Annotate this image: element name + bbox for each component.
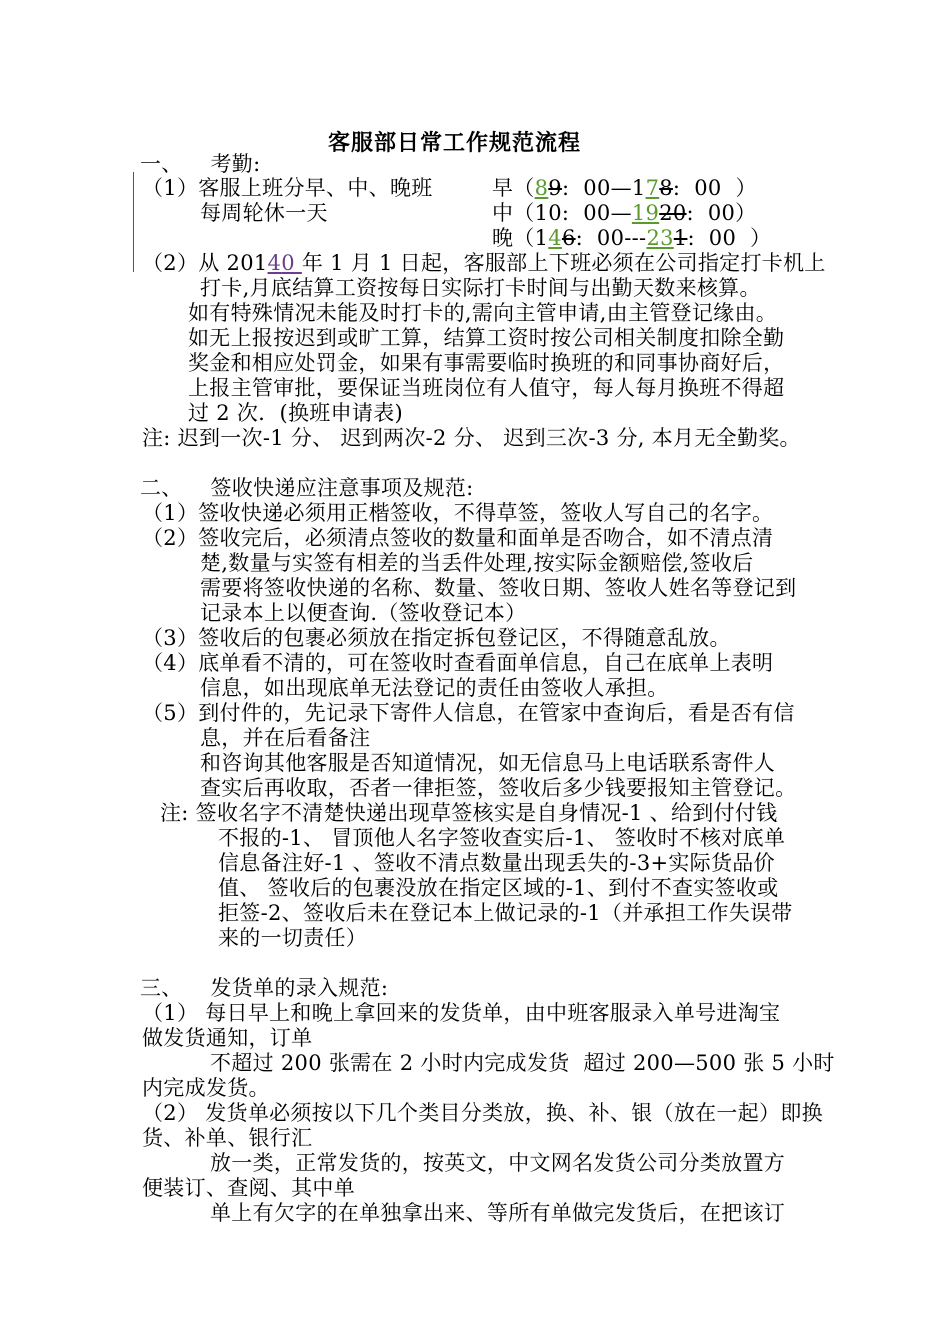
section1-item1-label: （1）客服上班分早、中、晚班 (142, 176, 433, 200)
section3-line: 单上有欠字的在单独拿出来、等所有单做完发货后，在把该订 (210, 1201, 786, 1225)
section3-line: 不超过 200 张需在 2 小时内完成发货 超过 200—500 张 5 小时 (210, 1051, 835, 1075)
section2-line: （1）签收快递必须用正楷签收，不得草签，签收人写自己的名字。 (142, 501, 774, 525)
section3-line: 便装订、查阅、其中单 (142, 1176, 355, 1200)
section3-heading: 三、 发货单的录入规范: (140, 976, 389, 1000)
section2-line: （5）到付件的，先记录下寄件人信息，在管家中查询后，看是否有信 (142, 701, 795, 725)
section1-item2-line: 过 2 次．(换班申请表) (188, 401, 403, 425)
section2-heading: 二、 签收快递应注意事项及规范: (140, 476, 474, 500)
section2-line: （2）签收完后，必须清点签收的数量和面单是否吻合，如不清点清 (142, 526, 774, 550)
section1-item2-line: 上报主管审批，要保证当班岗位有人值守，每人每月换班不得超 (188, 376, 785, 400)
section1-item2-first-line: （2）从 20140 年 1 月 1 日起，客服部上下班必须在公司指定打卡机上 (142, 251, 826, 275)
shift-late: 晚（146: 00---231: 00 ） (492, 226, 772, 250)
section2-line: 值、 签收后的包裹没放在指定区域的-1、到付不查实签收或 (218, 876, 779, 900)
section2-line: （4）底单看不清的，可在签收时查看面单信息，自己在底单上表明 (142, 651, 774, 675)
section2-line: 信息备注好-1 、签收不清点数量出现丢失的-3+实际货品价 (218, 851, 775, 875)
section2-line: 楚,数量与实签有相差的当丢件处理,按实际金额赔偿,签收后 (200, 551, 754, 575)
section1-item2-line: 如无上报按迟到或旷工算，结算工资时按公司相关制度扣除全勤 (188, 326, 785, 350)
section2-note: 注: 签收名字不清楚快递出现草签核实是自身情况-1 、给到付付钱 (160, 801, 778, 825)
section2-line: 记录本上以便查询.（签收登记本） (200, 601, 527, 625)
section3-line: （2） 发货单必须按以下几个类目分类放，换、补、银（放在一起）即换 (142, 1101, 823, 1125)
section2-line: 不报的-1、 冒顶他人名字签收查实后-1、 签收时不核对底单 (218, 826, 786, 850)
section2-line: 来的一切责任） (218, 926, 368, 950)
revision-margin-bar (133, 172, 134, 272)
section3-line: 货、补单、银行汇 (142, 1126, 313, 1150)
section2-line: 和咨询其他客服是否知道情况，如无信息马上电话联系寄件人 (200, 751, 776, 775)
section3-line: 内完成发货。 (142, 1076, 270, 1100)
section3-line: 做发货通知，订单 (142, 1026, 313, 1050)
section3-line: （1） 每日早上和晚上拿回来的发货单，由中班客服录入单号进淘宝 (142, 1001, 781, 1025)
section2-line: 查实后再收取，否者一律拒签，签收后多少钱要报知主管登记。 (200, 776, 797, 800)
section1-item2-line: 打卡,月底结算工资按每日实际打卡时间与出勤天数来核算。 (200, 276, 761, 300)
shift-mid: 中（10: 00—1920: 00） (492, 201, 757, 225)
section2-line: 信息，如出现底单无法登记的责任由签收人承担。 (200, 676, 669, 700)
section2-line: 需要将签收快递的名称、数量、签收日期、签收人姓名等登记到 (200, 576, 797, 600)
section2-line: 拒签-2、签收后未在登记本上做记录的-1（并承担工作失误带 (218, 901, 793, 925)
section3-line: 放一类，正常发货的，按英文，中文网名发货公司分类放置方 (210, 1151, 786, 1175)
shift-early: 早（89: 00—178: 00 ） (492, 176, 757, 200)
document-title: 客服部日常工作规范流程 (328, 130, 582, 156)
section1-item2-line: 如有特殊情况未能及时打卡的,需向主管申请,由主管登记缘由。 (188, 301, 778, 325)
section2-line: （3）签收后的包裹必须放在指定拆包登记区，不得随意乱放。 (142, 626, 731, 650)
section2-line: 息，并在后看备注 (200, 726, 371, 750)
section1-item1-sub: 每周轮休一天 (200, 201, 328, 225)
section1-note: 注: 迟到一次-1 分、 迟到两次-2 分、 迟到三次-3 分, 本月无全勤奖。 (142, 426, 801, 450)
section1-item2-line: 奖金和相应处罚金，如果有事需要临时换班的和同事协商好后， (188, 351, 785, 375)
section1-heading: 一、 考勤: (140, 152, 261, 176)
